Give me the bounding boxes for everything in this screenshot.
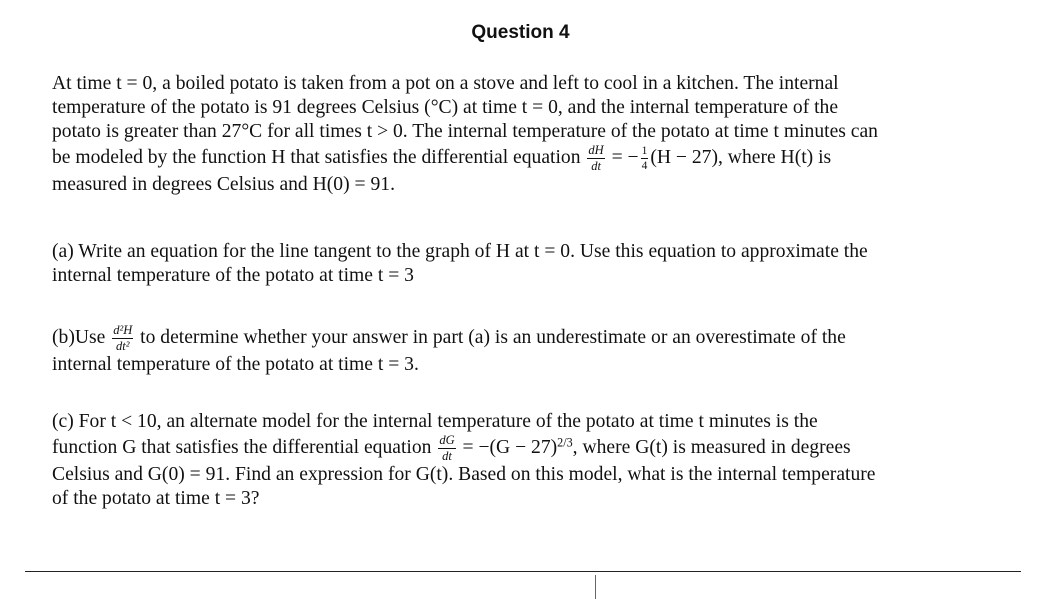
dg-dt-numerator: dG bbox=[439, 433, 455, 447]
part-c-line-3: Celsius and G(0) = 91. Find an expression for G(t). Based on this model, what is the internal temperature bbox=[52, 464, 876, 485]
part-b-line-2: internal temperature of the potato at time t = 3. bbox=[52, 354, 419, 375]
intro-line-4-text-c: (H − 27), where H(t) is bbox=[650, 147, 832, 169]
intro-line-5: measured in degrees Celsius and H(0) = 91. bbox=[52, 174, 395, 195]
part-a-line-1: (a) Write an equation for the line tangent to the graph of H at t = 0. Use this equation to approximate the bbox=[52, 241, 868, 262]
part-c-line-1: (c) For t < 10, an alternate model for the internal temperature of the potato at time t minutes is the bbox=[52, 411, 818, 432]
part-a-paragraph bbox=[52, 240, 1002, 288]
part-a-line-2: internal temperature of the potato at time t = 3 bbox=[52, 265, 414, 286]
question-title: Question 4 bbox=[471, 22, 570, 43]
dg-dt-fraction bbox=[438, 434, 455, 463]
intro-line-3: potato is greater than 27°C for all times t > 0. The internal temperature of the potato at time t minutes can bbox=[52, 121, 878, 142]
intro-line-1: At time t = 0, a boiled potato is taken from a pot on a stove and left to cool in a kitchen. The internal bbox=[52, 73, 839, 94]
intro-line-4 bbox=[52, 144, 1002, 173]
intro-line-2: temperature of the potato is 91 degrees Celsius (°C) at time t = 0, and the internal temperature of the bbox=[52, 97, 839, 118]
quarter-numerator: 1 bbox=[641, 145, 648, 158]
part-c-line-2-text-b: = −(G − 27) bbox=[457, 437, 558, 459]
part-c-line-2-text-a: function G that satisfies the differential equation bbox=[52, 437, 437, 459]
part-b-paragraph bbox=[52, 324, 1002, 377]
dg-dt-denominator: dt bbox=[442, 449, 452, 463]
intro-paragraph bbox=[52, 72, 1002, 197]
intro-line-4-text-a: be modeled by the function H that satisfies the differential equation bbox=[52, 147, 586, 169]
part-b-line-1 bbox=[52, 324, 1002, 353]
d2h-dt2-fraction bbox=[112, 324, 133, 353]
part-b-line-1-text-b: to determine whether your answer in part (a) is an underestimate or an overestimate of the bbox=[135, 327, 846, 349]
intro-line-4-text-b: = − bbox=[606, 147, 639, 169]
page-divider bbox=[25, 571, 1021, 572]
part-c-line-2 bbox=[52, 434, 1002, 463]
part-c-paragraph bbox=[52, 410, 1002, 511]
dh-dt-fraction bbox=[587, 144, 604, 173]
d2h-dt2-denominator: dt² bbox=[115, 339, 130, 353]
exponent-two-thirds: 2/3 bbox=[557, 435, 573, 450]
text-cursor-mark bbox=[595, 575, 596, 599]
part-c-line-2-text-c: , where G(t) is measured in degrees bbox=[572, 437, 851, 459]
dh-dt-numerator: dH bbox=[588, 143, 604, 157]
part-c-line-4: of the potato at time t = 3? bbox=[52, 488, 260, 509]
d2h-dt2-numerator: d²H bbox=[113, 323, 133, 337]
quarter-denominator: 4 bbox=[641, 160, 648, 173]
part-b-line-1-text-a: (b)Use bbox=[52, 327, 111, 349]
quarter-fraction bbox=[641, 145, 649, 172]
dh-dt-denominator: dt bbox=[591, 159, 601, 173]
